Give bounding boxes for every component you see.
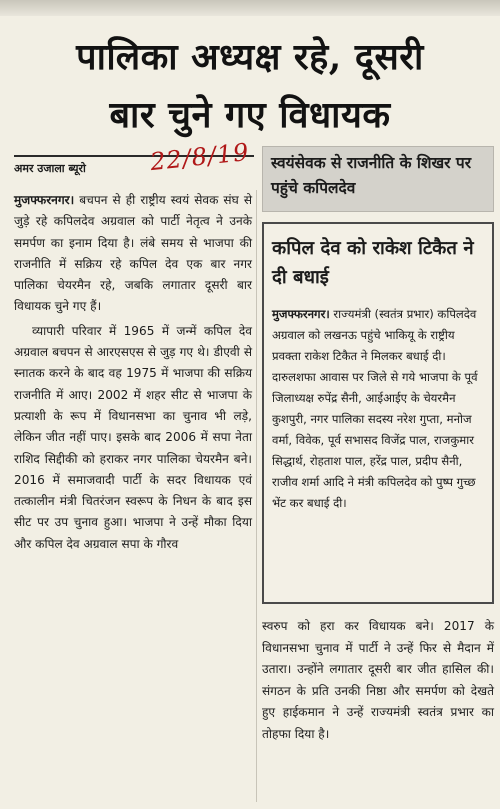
main-story-continuation [262, 616, 494, 745]
top-edge-strip [0, 0, 500, 16]
column-divider [256, 190, 257, 802]
headline-line-2: बार चुने गए विधायक [109, 94, 391, 136]
main-story-para-2: व्यापारी परिवार में 1965 में जन्में कपिल देव अग्रवाल बचपन से आरएसएस से जुड़ गए थे। डीएवी से स्नातक करने के बाद वह 1975 में भाजपा की सक्रिय राजनीति में आए। 2002 में शहर सीट से भाजपा के प्रत्याशी के रूप में विधानसभा का चुनाव भी लड़े, लेकिन जीत नहीं पाए। इसके बाद 2006 में सपा नेता राशिद सिद्दीकी को हराकर नगर पालिका चेयरमैन बने। 2016 में समाजवादी पार्टी के सदर विधायक एवं तत्कालीन मंत्री चितरंजन स्वरूप के निधन के बाद इस सीट पर उप चुनाव हुआ। भाजपा ने उन्हें मौका दिया और कपिल देव अग्रवाल सपा के गौरव [14, 323, 252, 551]
handwritten-date: 22/8/19 [148, 137, 251, 177]
continuation-text: स्वरुप को हरा कर विधायक बने। 2017 के विधानसभा चुनाव में पार्टी ने उन्हें फिर से मैदान में उतारा। उन्होंने लगातार दूसरी बार जीत हासिल की। संगठन के प्रति उनकी निष्ठा और समर्पण को देखते हुए हाईकमान ने उन्हें राज्यमंत्री स्वतंत्र प्रभार का तोहफा दिया है। [262, 619, 494, 741]
main-headline [8, 28, 492, 144]
sub-headline: स्वयंसेवक से राजनीति के शिखर पर पहुंचे कपिलदेव [262, 146, 494, 212]
box-dateline: मुजफ्फरनगर। [272, 307, 330, 321]
main-story-para-1 [14, 190, 252, 318]
box-headline: कपिल देव को राकेश टिकैत ने दी बधाई [272, 238, 474, 288]
byline: अमर उजाला ब्यूरो [14, 162, 86, 175]
headline-line-1: पालिका अध्यक्ष रहे, दूसरी [76, 36, 424, 78]
box-story-text: राज्यमंत्री (स्वतंत्र प्रभार) कपिलदेव अग्रवाल को लखनऊ पहुंचे भाकियू के राष्ट्रीय प्रवक्ता राकेश टिकैत ने मिलकर बधाई दी। दारुलशफा आवास पर जिले से गये भाजपा के पूर्व जिलाध्यक्ष रुपेंद्र सैनी, आईआईए के चेयरमैन कुशपुरी, नगर पालिका सदस्य नरेश गुप्ता, मनोज वर्मा, विवेक, पूर्व सभासद विजेंद्र पाल, राजकुमार सिद्धार्थ, रोहताश पाल, हरेंद्र पाल, प्रदीप सैनी, राजीव शर्मा आदि ने मंत्री कपिलदेव को पुष्प गुच्छ भेंट कर बधाई दी। [272, 307, 478, 510]
main-story-dateline: मुजफ्फरनगर। [14, 193, 75, 207]
sidebar-news-box [262, 222, 494, 604]
main-story-para-1-text: बचपन से ही राष्ट्रीय स्वयं सेवक संघ से जुड़े रहे कपिलदेव अग्रवाल को पार्टी नेतृत्व ने उनके समर्पण का इनाम दिया है। लंबे समय से भाजपा की राजनीति में सक्रिय रहे कपिल देव एक बार नगर पालिका चेयरमैन रहे, जबकि लगातार दूसरी बार विधायक चुने गए हैं। [14, 193, 252, 314]
byline-row [14, 137, 254, 185]
box-story-body [272, 304, 486, 514]
main-story-column [14, 190, 252, 555]
